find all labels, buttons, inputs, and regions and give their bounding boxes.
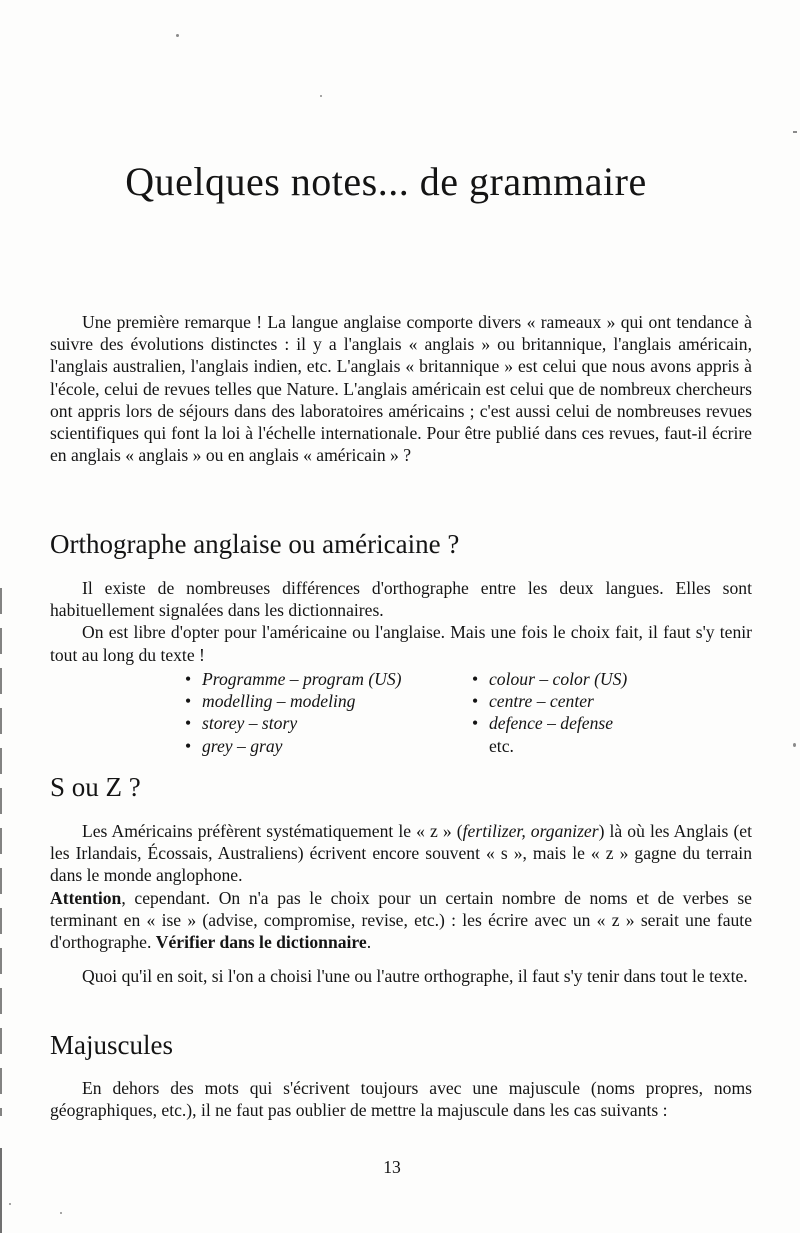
scan-artifact-left-ticks <box>0 588 2 1116</box>
bullet-icon: • <box>185 713 192 734</box>
orthographe-paragraph-1: Il existe de nombreuses différences d'orthographe entre les deux langues. Elles sont habituellement signalées dans les dictionnaires. <box>50 578 752 621</box>
s-ou-z-section <box>50 820 752 987</box>
bullet-icon: • <box>185 691 192 712</box>
example-item: • Programme – program (US) <box>185 669 402 689</box>
s-ou-z-paragraph-3: Quoi qu'il en soit, si l'on a choisi l'une ou l'autre orthographe, il faut s'y tenir dans tout le texte. <box>82 966 748 987</box>
page-title: Quelques notes... de grammaire <box>125 159 647 204</box>
example-item: • storey – story <box>185 713 298 734</box>
section-heading-s-ou-z: S ou Z ? <box>50 772 141 802</box>
intro-section <box>50 311 752 466</box>
verify-dictionary-label: Vérifier dans le dictionnaire <box>155 932 367 953</box>
orthographe-section <box>50 577 752 666</box>
bullet-icon: • <box>472 713 479 734</box>
s-ou-z-paragraph-2: Attention, cependant. On n'a pas le choix pour un certain nombre de noms et de verbes se terminant en « ise » (advise, compromise, revise, etc.) : les écrire avec un « z » serait une faute d'orthographe. Vérifier dans le dictionnaire. <box>50 887 752 953</box>
page-number: 13 <box>383 1157 401 1177</box>
example-item: • centre – center <box>472 691 594 712</box>
example-item: • defence – defense <box>472 713 614 734</box>
scan-speck <box>793 131 797 133</box>
bullet-icon: • <box>472 691 479 712</box>
scan-speck <box>793 743 796 747</box>
italic-terms: fertilizer, organizer <box>462 821 599 841</box>
scan-speck <box>60 1212 62 1214</box>
example-etc: etc. <box>489 735 514 756</box>
examples-column-right <box>472 668 627 757</box>
examples-column-left <box>185 668 402 757</box>
bullet-icon: • <box>185 735 192 756</box>
example-item: • colour – color (US) <box>472 669 628 689</box>
bullet-icon: • <box>472 669 479 689</box>
scan-artifact-left-line <box>0 1148 2 1233</box>
section-heading-majuscules: Majuscules <box>50 1030 173 1060</box>
s-ou-z-paragraph-1: Les Américains préfèrent systématiquement le « z » (fertilizer, organizer) là où les Anglais (et les Irlandais, Écossais, Australiens) écrivent encore souvent « s », mais le « z » gagne du terrain dans le monde anglophone. <box>50 821 752 886</box>
intro-paragraph: Une première remarque ! La langue anglaise comporte divers « rameaux » qui ont tendance à suivre des évolutions distinctes : il y a l'anglais « anglais » ou britannique, l'anglais américain, l'anglais australien, l'anglais indien, etc. L'anglais « britannique » est celui que nous avons appris à l'école, celui de revues telles que Nature. L'anglais américain est celui que de nombreux chercheurs ont appris lors de séjours dans des laboratoires américains ; c'est aussi celui de nombreuses revues scientifiques qui font la loi à l'échelle internationale. Pour être publié dans ces revues, faut-il écrire en anglais « anglais » ou en anglais « américain » ? <box>50 312 752 466</box>
example-item: • grey – gray <box>185 735 283 756</box>
scan-speck <box>9 1203 11 1205</box>
majuscules-paragraph-1: En dehors des mots qui s'écrivent toujours avec une majuscule (noms propres, noms géographiques, etc.), il ne faut pas oublier de mettre la majuscule dans les cas suivants : <box>50 1078 752 1121</box>
example-item: • modelling – modeling <box>185 691 356 712</box>
majuscules-section <box>50 1077 752 1121</box>
bullet-icon: • <box>185 669 192 689</box>
scan-speck <box>176 34 179 37</box>
section-heading-orthographe: Orthographe anglaise ou américaine ? <box>50 529 460 559</box>
orthographe-paragraph-2: On est libre d'opter pour l'américaine ou l'anglaise. Mais une fois le choix fait, il faut s'y tenir tout au long du texte ! <box>50 622 752 665</box>
scan-speck <box>320 95 322 97</box>
attention-label: Attention <box>50 887 122 908</box>
